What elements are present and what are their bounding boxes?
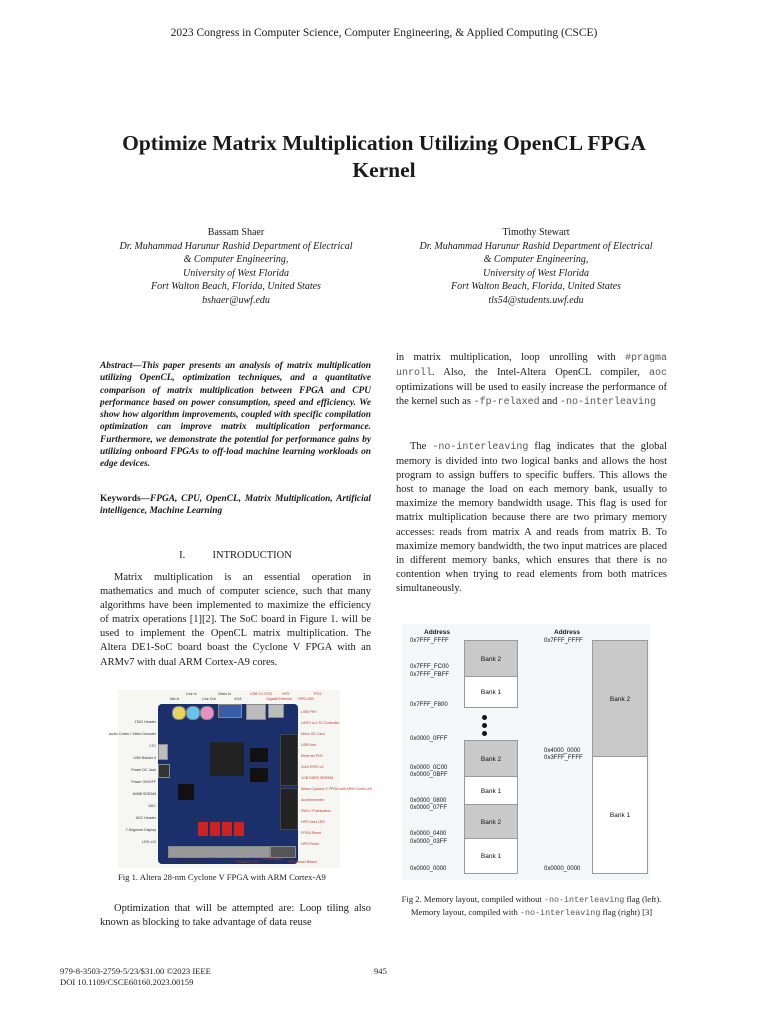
code-aoc: aoc	[648, 368, 667, 380]
usb-blaster-port	[158, 744, 168, 760]
memory-address: 0x0000_0C00	[410, 765, 448, 771]
text-run: Fig 2. Memory layout, compiled without	[401, 894, 544, 904]
board-callout-label: 7-Segment Display	[125, 828, 156, 832]
seven-seg	[198, 822, 208, 836]
memory-address: 0x4000_0000	[544, 748, 581, 754]
author-email[interactable]: tls54@students.uwf.edu	[488, 294, 584, 306]
right-paragraph-2	[396, 440, 667, 596]
ethernet-port	[246, 704, 266, 720]
page-number: 945	[374, 966, 387, 976]
gpio-header	[280, 734, 298, 786]
keywords-label: Keywords—	[100, 494, 150, 504]
board-callout-label: USB 2.0 OTG	[250, 692, 273, 696]
author-dept: & Computer Engineering,	[483, 254, 589, 266]
footer-ids	[60, 966, 211, 988]
memory-address: 0x7FFF_FFFF	[410, 638, 449, 644]
unroll-text	[396, 351, 667, 410]
memory-address: 0x0000_0000	[544, 866, 581, 872]
text-run: . Also, the Intel-Altera OpenCL compiler,	[432, 367, 649, 379]
code-no-interleaving: -no-interleaving	[560, 397, 657, 409]
figure-1-caption: Fig 1. Altera 28-nm Cyclone V FPGA with ARM Cortex-A9	[118, 872, 326, 882]
board-callout-label: 64MB SDRAM	[132, 792, 156, 796]
memory-address: 0x3FFF_FFFF	[544, 755, 583, 761]
memory-bank: Bank 1	[592, 756, 648, 874]
text-run: flag (left). Memory layout, compiled with	[410, 894, 662, 917]
board-callout-label: Video In	[218, 692, 232, 696]
board-callout-label: Power ON/OFF	[131, 780, 156, 784]
address-header-right: Address	[554, 629, 581, 636]
figure-1-board-image	[108, 690, 372, 868]
keywords-list: FPGA, CPU, OpenCL, Matrix Multiplication, Artificial intelligence, Machine Learning	[100, 494, 371, 517]
board-callout-label: LED x10	[142, 840, 156, 844]
text-run: and	[539, 396, 560, 408]
board-callout-label: SW's / Pushbutton	[301, 809, 331, 813]
board-callout-label: SW/HEX_EXT	[236, 860, 260, 864]
author-dept: & Computer Engineering,	[183, 254, 289, 266]
section-number: I.	[179, 550, 186, 561]
board-callout-label: FPGA Reset	[262, 857, 282, 861]
fpga-chip	[210, 742, 244, 776]
board-callout-label: Ethernet PHY	[301, 754, 323, 758]
figure-2-caption	[396, 894, 667, 919]
gpio-header	[280, 788, 298, 830]
power-jack	[158, 764, 170, 778]
text-run: The	[410, 441, 433, 452]
board-callout-label: Line Out	[202, 697, 216, 701]
sdram-chip	[250, 768, 268, 782]
board-callout-label: ADC Header	[135, 816, 156, 820]
title-line-2: Kernel	[352, 158, 416, 182]
board-callout-label: LTC	[149, 744, 156, 748]
author-dept: Dr. Muhammad Harunur Rashid Department of Electrical	[119, 240, 353, 252]
isbn-line: 979-8-3503-2759-5/23/$31.00 ©2023 IEEE	[60, 966, 211, 976]
board-callout-label: LINTC to LTC Controller	[301, 721, 340, 725]
board-callout-label: 2x20 GPIO x2	[301, 765, 324, 769]
author-university: University of West Florida	[182, 267, 289, 279]
board-callout-label: Gigabit Ethernet	[266, 697, 292, 701]
paper-title	[60, 130, 708, 184]
text-run: flag (right) [3]	[600, 906, 653, 917]
board-callout-label: JTAG Header	[134, 720, 156, 724]
code-no-interleaving: -no-interleaving	[519, 907, 601, 918]
board-callout-label: USB Hub	[301, 743, 316, 747]
memory-address: 0x0000_0000	[410, 866, 447, 872]
memory-bank: Bank 2	[464, 804, 518, 840]
section-heading-introduction	[100, 550, 371, 561]
author-block-2	[386, 226, 686, 308]
board-callout-label: ADC	[148, 804, 156, 808]
memory-address: 0x7FFF_FBFF	[410, 672, 450, 678]
optimization-paragraph	[100, 902, 371, 930]
author-name: Bassam Shaer	[207, 227, 265, 238]
abstract: Abstract—This paper presents an analysis of matrix multiplication utilizing OpenCL, optimization techniques, and a quantitative comparison of matrix multiplication between FPGA and CPU performance based on power consumption, speed and efficiency. We show how algorithm improvements, coupled with specific compilation optimization can improve matrix multiplication performance. Furthermore, we demonstrate the potential for performance gains by utilizing onboard FPGAs to off-load machine learning workloads on edge devices.	[100, 361, 371, 470]
memory-address: 0x7FFF_FFFF	[544, 638, 583, 644]
code-no-interleaving: -no-interleaving	[543, 895, 625, 905]
ellipsis-dot	[482, 731, 487, 736]
audio-jack	[186, 706, 200, 720]
vga-port	[218, 704, 242, 718]
board-callout-label: Accelerometer	[301, 798, 325, 802]
no-interleaving-text	[396, 440, 667, 596]
memory-bank: Bank 1	[464, 776, 518, 806]
section-title: INTRODUCTION	[212, 550, 292, 561]
text-run: in matrix multiplication, loop unrolling with	[396, 352, 625, 363]
board-callout-label: HPS	[282, 692, 290, 696]
memory-address: 0x0000_0400	[410, 831, 447, 837]
board-callout-label: Switch x10	[184, 860, 202, 864]
memory-address: 0x7FFF_FC00	[410, 664, 449, 670]
optimization-text: Optimization that will be attempted are: Loop tiling also known as blocking to take advantage of data reuse	[100, 903, 371, 929]
memory-address: 0x0000_07FF	[410, 805, 448, 811]
board-callout-label: USB PHY	[301, 710, 317, 714]
keywords	[100, 493, 371, 518]
board-callout-label: HPS USB	[298, 697, 314, 701]
memory-bank: Bank 2	[592, 640, 648, 758]
audio-jack	[200, 706, 214, 720]
board-callout-label: Mic in	[170, 697, 180, 701]
code-pragma-unroll: #pragma unroll	[396, 353, 667, 380]
board-callout-label: HPS User LED	[301, 820, 325, 824]
author-location: Fort Walton Beach, Florida, United States	[151, 281, 321, 293]
board-callout-label: 1GB DDR3 SDRAM	[301, 776, 333, 780]
board-callout-label: Altera Cyclone V FPGA with ARM Cortex-A9	[301, 787, 372, 791]
board-callout-label: Audio Codec / Video Decoder	[108, 732, 156, 736]
board-callout-label: Micro SD Card	[301, 732, 325, 736]
usb-port	[268, 704, 284, 718]
board-callout-label: Button x4	[210, 857, 226, 861]
text-run: flag indicates that the global memory is divided into two logical banks and allows the host program to assign buffers to specific buffers. This allows the host to manage the load on each memory bank, usually to maximize the memory bandwidth usage. This flag is used for matrix multiplication because there are two primary memory accesses: reads from matrix A and reads from matrix B. To maximize memory bandwidth, the two input matrices are placed in different memory banks, which ensures that there is no contention when trying to read elements from both matrices simultaneously.	[396, 441, 667, 594]
board-callout-label: USB Blaster II	[133, 756, 156, 760]
doi-line[interactable]: DOI 10.1109/CSCE60160.2023.00159	[60, 977, 194, 987]
memory-address: 0x0000_0FFF	[410, 736, 448, 742]
audio-jack	[172, 706, 186, 720]
board-callout-label: VGA	[234, 697, 242, 701]
ddr3-chip	[250, 748, 268, 762]
code-no-interleaving: -no-interleaving	[432, 442, 529, 453]
board-callout-label: HPS Reset Button	[288, 860, 318, 864]
board-callout-label: Line in	[186, 692, 197, 696]
seven-seg	[222, 822, 232, 836]
memory-address: 0x7FFF_F800	[410, 702, 448, 708]
memory-bank: Bank 1	[464, 838, 518, 874]
memory-bank: Bank 2	[464, 640, 518, 678]
author-email[interactable]: bshaer@uwf.edu	[202, 294, 270, 306]
codec-chip	[178, 784, 194, 800]
figure-2-memory-layout	[402, 624, 650, 880]
board-callout-label: HPS Reset	[301, 842, 319, 846]
intro-text: Matrix multiplication is an essential operation in mathematics and much of computer science, such that many algorithms have been implemented to maximize the efficiency of matrix operations [1][2]. The SoC board in Figure 1. will be used to implement the OpenCL matrix multiplication. The Altera DE1-SoC board boast the Cyclone V FPGA with an ARMv7 with dual ARM Cortex-A9 cores.	[100, 572, 371, 668]
code-fp-relaxed: -fp-relaxed	[473, 397, 540, 409]
board-callout-label: FPGA Reset	[301, 831, 321, 835]
author-location: Fort Walton Beach, Florida, United States	[451, 281, 621, 293]
memory-address: 0x0000_0BFF	[410, 772, 448, 778]
seven-seg	[234, 822, 244, 836]
right-paragraph-1	[396, 351, 667, 410]
memory-address: 0x0000_0800	[410, 798, 447, 804]
text-run: optimizations will be used to easily increase the performance of the kernel such as	[396, 382, 667, 408]
address-header-left: Address	[424, 629, 451, 636]
intro-paragraph	[100, 571, 371, 670]
memory-bank: Bank 1	[464, 676, 518, 708]
ellipsis-dot	[482, 723, 487, 728]
board-callout-label: Power DC Jack	[131, 768, 156, 772]
memory-address: 0x0000_03FF	[410, 839, 448, 845]
board-callout-label: PS/2	[314, 692, 322, 696]
author-university: University of West Florida	[482, 267, 589, 279]
memory-bank: Bank 2	[464, 740, 518, 778]
conference-header: 2023 Congress in Computer Science, Computer Engineering, & Applied Computing (CSCE)	[170, 27, 598, 39]
pcb-board	[158, 704, 298, 864]
author-block-1	[86, 226, 386, 308]
title-line-1: Optimize Matrix Multiplication Utilizing OpenCL FPGA	[122, 131, 646, 155]
author-name: Timothy Stewart	[502, 227, 570, 238]
ellipsis-dot	[482, 715, 487, 720]
seven-seg	[210, 822, 220, 836]
author-dept: Dr. Muhammad Harunur Rashid Department of Electrical	[419, 240, 653, 252]
